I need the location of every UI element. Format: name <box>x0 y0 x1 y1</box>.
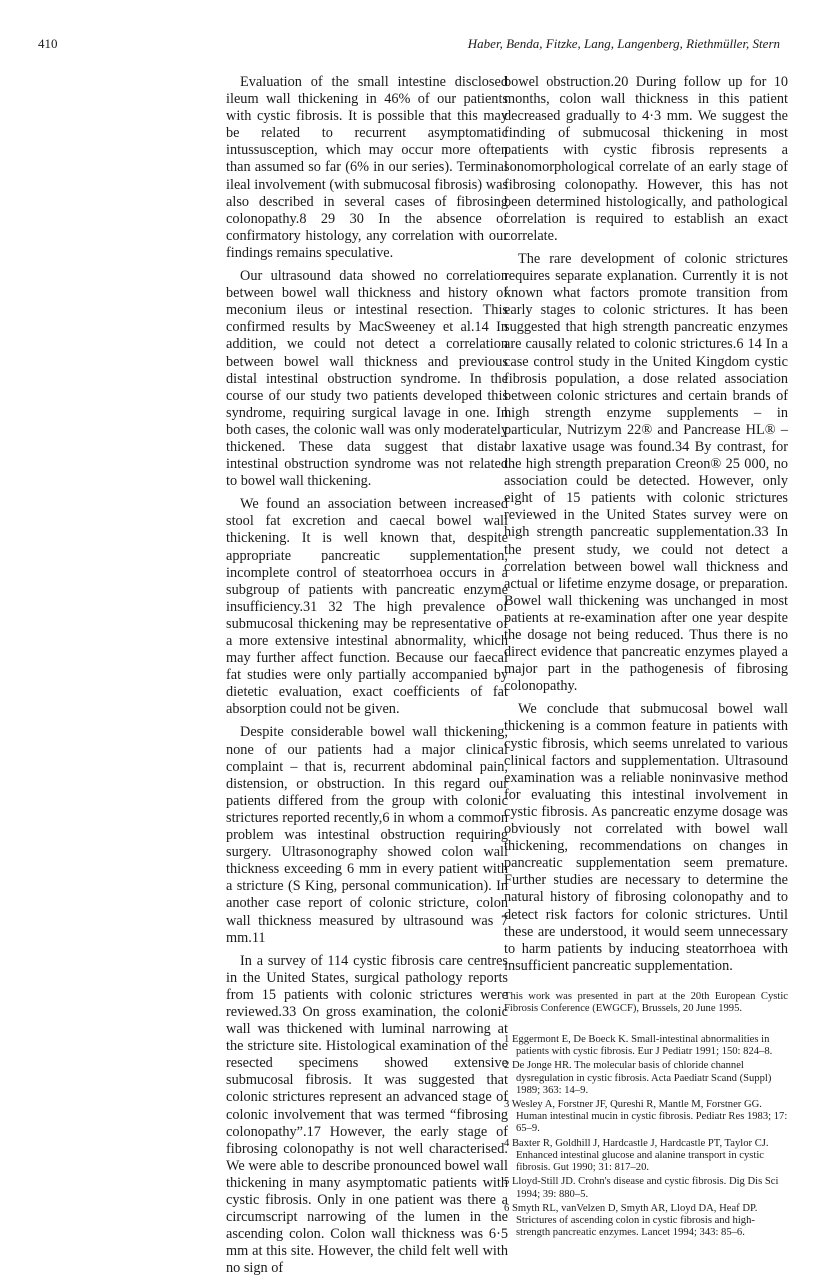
reference-item: 3 Wesley A, Forstner JF, Qureshi R, Mantle M, Forstner GG. Human intestinal mucin in cystic fibrosis. Pediatr Res 1983; 17: 65–9. <box>504 1099 788 1135</box>
paragraph: Evaluation of the small intestine disclosed ileum wall thickening in 46% of our patients with cystic fibrosis. It is possible that this may be related to recurrent asymptomatic intussusception, which may occur more often than assumed so far (6% in our series). Terminal ileal involvement (with submucosal fibrosis) was also described in several cases of fibrosing colonopathy.8 29 30 In the absence of confirmatory histology, any correlation with our findings remains speculative. <box>226 74 508 261</box>
paragraph: Our ultrasound data showed no correlation between bowel wall thickness and history of meconium ileus or intestinal resection. This confirmed results by MacSweeney et al.14 In addition, we could not detect a correlation between bowel wall thickness and previous distal intestinal obstruction syndrome. In the course of our study two patients developed this syndrome, requiring surgical lavage in one. In both cases, the colonic wall was only moderately thickened. These data suggest that distal intestinal obstruction syndrome was not related to bowel wall thickening. <box>226 268 508 490</box>
page-number: 410 <box>38 36 58 51</box>
presentation-footnote: This work was presented in part at the 20th European Cystic Fibrosis Conference (EWGCF), Brussels, 20 June 1995. <box>504 990 788 1015</box>
reference-item: 5 Lloyd-Still JD. Crohn's disease and cystic fibrosis. Dig Dis Sci 1994; 39: 880–5. <box>504 1176 779 1200</box>
reference-list <box>504 1034 788 1239</box>
paragraph: The rare development of colonic strictures requires separate explanation. Currently it is not known what factors promote transition from early stages to colonic strictures. It has been suggested that high strength pancreatic enzymes are causally related to colonic strictures.6 14 In a case control study in the United Kingdom cystic fibrosis population, a dose related association between colonic strictures and certain brands of high strength enzyme supplements – in particular, Nutrizym 22® and Pancrease HL® – or laxative usage was found.34 By contrast, for the high strength preparation Creon® 25 000, no association could be detected. However, only eight of 15 patients with colonic strictures reviewed in the United States survey were on high strength pancreatic supplementation.33 In the present study, we could not detect a correlation between bowel wall thickness and actual or lifetime enzyme dosage, or preparation. Bowel wall thickening was unchanged in most patients at re-examination after one year despite the dosage not being reduced. Thus there is no direct evidence that pancreatic enzymes played a major part in the pathogenesis of fibrosing colonopathy. <box>504 250 788 695</box>
reference-item: 1 Eggermont E, De Boeck K. Small-intestinal abnormalities in patients with cystic fibrosis. Eur J Pediatr 1991; 150: 824–8. <box>504 1034 773 1058</box>
right-column <box>504 74 788 1241</box>
paragraph: We conclude that submucosal bowel wall thickening is a common feature in patients with cystic fibrosis, which seems unrelated to various clinical factors and supplementation. Ultrasound examination was a reliable noninvasive method for evaluating this intestinal involvement in cystic fibrosis. As pancreatic enzyme dosage was obviously not correlated with bowel wall thickening, recommendations on changes in pancreatic supplementation seem premature. Further studies are necessary to determine the natural history of fibrosing colonopathy and to detect risk factors for colonic strictures. Until these are understood, it would seem unnecessary to harm patients by inducing steatorrhoea with insufficient pancreatic supplementation. <box>504 701 788 974</box>
left-column <box>226 74 508 1283</box>
reference-item: 2 De Jonge HR. The molecular basis of chloride channel dysregulation in cystic fibrosis. Acta Paediatr Scand (Suppl) 1989; 363: 14–9. <box>504 1060 772 1096</box>
paragraph: We found an association between increased stool fat excretion and caecal bowel wall thickening. It is well known that, despite appropriate pancreatic supplementation, incomplete control of steatorrhoea occurs in a subgroup of patients with pancreatic enzyme insufficiency.31 32 The high prevalence of submucosal thickening may be representative of a more extensive intestinal abnormality, which may further affect function. Because our faecal fat studies were only partially accompanied by dietetic evaluation, exact coefficients of fat absorption could not be given. <box>226 496 508 718</box>
running-head-authors: Haber, Benda, Fitzke, Lang, Langenberg, Riethmüller, Stern <box>467 36 780 51</box>
page-header <box>38 36 780 54</box>
reference-item: 6 Smyth RL, vanVelzen D, Smyth AR, Lloyd DA, Heaf DP. Strictures of ascending colon in cystic fibrosis and high-strength pancreatic enzymes. Lancet 1994; 343: 85–6. <box>504 1202 758 1239</box>
reference-item: 4 Baxter R, Goldhill J, Hardcastle J, Hardcastle PT, Taylor CJ. Enhanced intestinal glucose and alanine transport in cystic fibrosis. Gut 1990; 31: 817–20. <box>504 1137 769 1174</box>
paragraph: bowel obstruction.20 During follow up for 10 months, colon wall thickness in this patient decreased gradually to 4·3 mm. We suggest the finding of submucosal thickening in most patients with cystic fibrosis represents a sonomorphological correlate of an early stage of fibrosing colonopathy. However, this has not been determined histologically, and pathological correlation is required to establish an exact correlate. <box>504 74 788 244</box>
paragraph: In a survey of 114 cystic fibrosis care centres in the United States, surgical pathology reports from 15 patients with colonic strictures were reviewed.33 On gross examination, the colonic wall was thickened with luminal narrowing at the stricture site. Histological examination of the resected specimens showed extensive submucosal fibrosis. It was suggested that colonic strictures represent an advanced stage of colonic involvement that was termed “fibrosing colonopathy”.17 However, the early stage of fibrosing colonopathy is not well characterised. We were able to describe pronounced bowel wall thickening in many asymptomatic patients with cystic fibrosis. Only in one patient was there a circumscript narrowing of the lumen in the ascending colon. Colon wall thickness was 6·5 mm at this site. However, the child felt well with no sign of <box>226 952 508 1277</box>
paragraph: Despite considerable bowel wall thickening, none of our patients had a major clinical complaint – that is, recurrent abdominal pain, distension, or obstruction. In this regard our patients differed from the group with colonic strictures reported recently,6 in whom a common problem was intestinal obstruction requiring surgery. Ultrasonography showed colon wall thickness exceeding 6 mm in every patient with a stricture (S King, personal communication). In another case report of colonic stricture, colon wall thickness measured by ultrasound was 7 mm.11 <box>226 724 508 946</box>
